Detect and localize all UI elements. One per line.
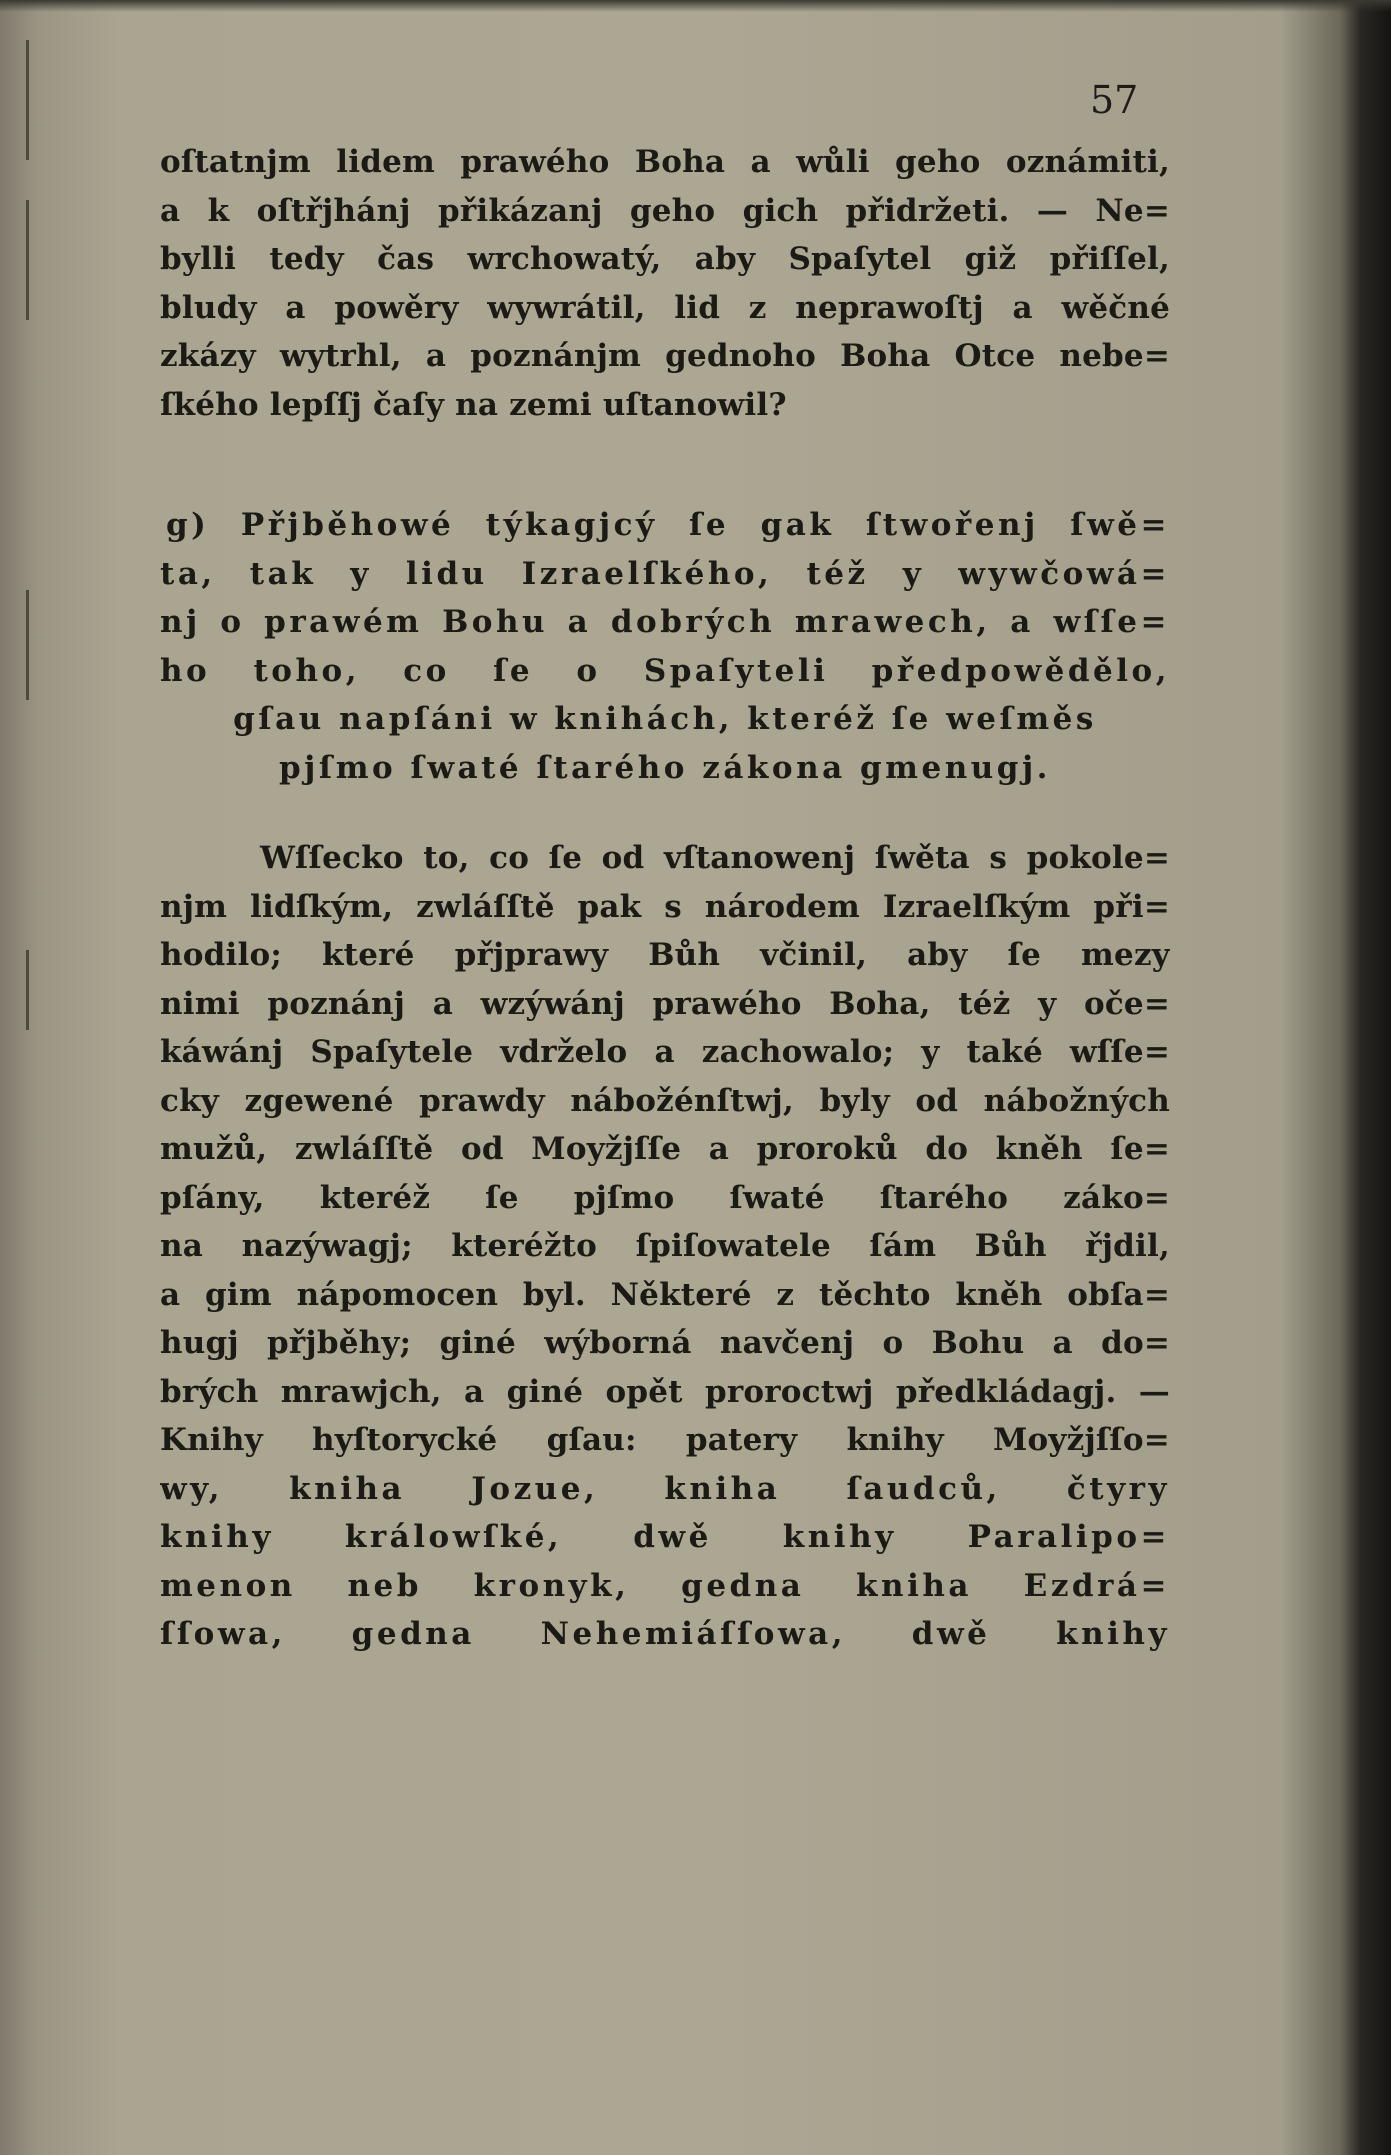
text-line: pjſmo ſwaté ſtarého zákona gmenugj. bbox=[279, 749, 1051, 786]
text-line: ta, tak y lidu Izraelſkého, též y wywčowá= bbox=[160, 555, 1170, 592]
page-number: 57 bbox=[1090, 78, 1139, 122]
text-line: knihy králowſké, dwě knihy Paralipo= bbox=[160, 1519, 1170, 1555]
text-line: oſtatnjm lidem prawého Boha a wůli geho oznámiti, bbox=[160, 144, 1170, 180]
text-line: na nazýwagj; kteréžto ſpiſowatele ſám Bůh řjdil, bbox=[160, 1228, 1170, 1264]
text-line: ſſowa, gedna Nehemiáſſowa, dwě knihy bbox=[160, 1616, 1170, 1652]
paragraph-gap bbox=[160, 792, 1170, 834]
text-line: zkázy wytrhl, a poznánjm gednoho Boha Otce nebe= bbox=[160, 338, 1170, 374]
text-line: g) Přjběhowé týkagjcý ſe gak ſtwořenj ſwě= bbox=[166, 507, 1170, 543]
text-line: Wſſecko to, co ſe od vſtanowenj ſwěta s pokole= bbox=[260, 840, 1170, 876]
left-margin-rule bbox=[26, 200, 29, 320]
paragraph-gap bbox=[160, 429, 1170, 501]
text-line: hugj přjběhy; giné wýborná navčenj o Bohu a do= bbox=[160, 1325, 1170, 1361]
text-line: mužů, zwláſſtě od Moyžjſſe a proroků do kněh ſe= bbox=[160, 1131, 1170, 1167]
text-line: Knihy hyſtorycké gſau: patery knihy Moyžjſſo= bbox=[160, 1422, 1170, 1458]
text-line: a gim nápomocen byl. Některé z těchto kněh obſa= bbox=[160, 1276, 1170, 1313]
text-line: bylli tedy čas wrchowatý, aby Spaſytel giž přiſſel, bbox=[160, 241, 1170, 277]
text-line: wy, kniha Jozue, kniha ſaudců, čtyry bbox=[160, 1470, 1170, 1507]
text-line: menon neb kronyk, gedna kniha Ezdrá= bbox=[160, 1567, 1170, 1604]
text-line: ſkého lepſſj čaſy na zemi uſtanowil? bbox=[160, 386, 787, 423]
paragraph-2 bbox=[160, 501, 1170, 792]
page-top-edge bbox=[0, 0, 1391, 12]
text-line: ho toho, co ſe o Spaſyteli předpowědělo, bbox=[160, 652, 1170, 689]
text-line: a k oſtřjhánj přikázanj geho gich přidržeti. — Ne= bbox=[160, 192, 1170, 229]
page-text bbox=[160, 138, 1170, 1659]
text-line: cky zgewené prawdy nábožénſtwj, byly od nábožných bbox=[160, 1082, 1170, 1119]
left-margin-rule bbox=[26, 950, 29, 1030]
text-line: pſány, kteréž ſe pjſmo ſwaté ſtarého záko= bbox=[160, 1179, 1170, 1216]
text-line: nj o prawém Bohu a dobrých mrawech, a wſſe= bbox=[160, 604, 1170, 640]
left-margin-rule bbox=[26, 40, 29, 160]
text-line: nimi poznánj a wzýwánj prawého Boha, téż y oče= bbox=[160, 985, 1170, 1022]
paragraph-1 bbox=[160, 138, 1170, 429]
left-margin-rule bbox=[26, 590, 29, 700]
text-line: njm lidſkým, zwláſſtě pak s národem Izraelſkým při= bbox=[160, 888, 1170, 925]
text-line: káwánj Spaſytele vdrželo a zachowalo; y také wſſe= bbox=[160, 1034, 1170, 1070]
text-line: brých mrawjch, a giné opět proroctwj předkládagj. — bbox=[160, 1373, 1170, 1410]
text-line: bludy a powěry wywrátil, lid z neprawoſtj a wěčné bbox=[160, 289, 1170, 326]
text-line: gſau napſáni w knihách, kteréž ſe weſměs bbox=[233, 701, 1097, 737]
text-line: hodilo; které přjprawy Bůh včinil, aby ſe mezy bbox=[160, 937, 1170, 973]
paragraph-3 bbox=[160, 834, 1170, 1659]
